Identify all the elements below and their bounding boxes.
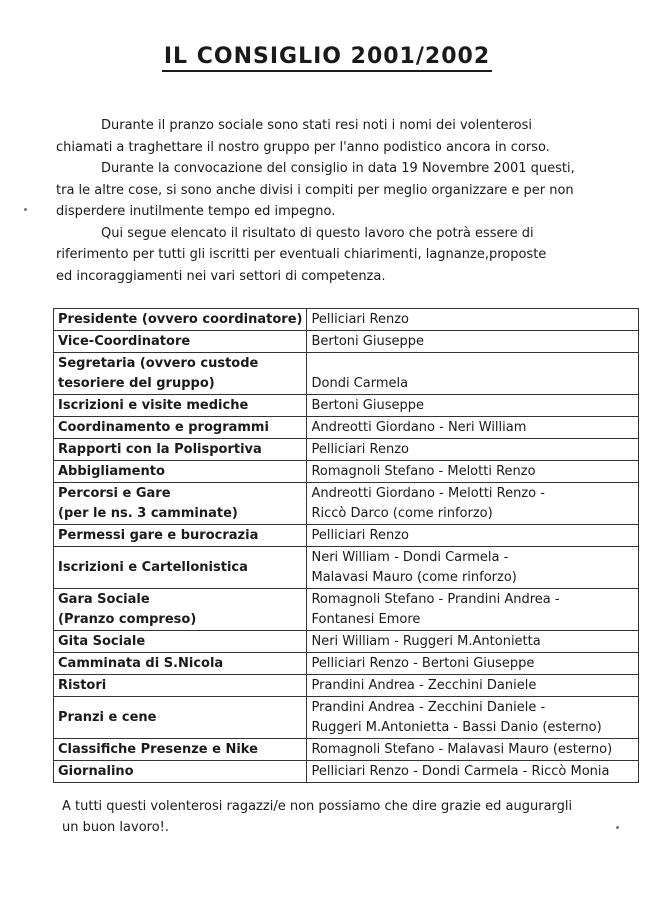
intro-line: Durante il pranzo sociale sono stati resi noti i nomi dei volenterosi — [101, 118, 532, 133]
role-text: (per le ns. 3 camminate) — [58, 506, 238, 521]
role-text: Rapporti con la Polisportiva — [58, 442, 262, 457]
names-text: Pelliciari Renzo - Bertoni Giuseppe — [311, 656, 535, 671]
names-text: Prandini Andrea - Zecchini Daniele - — [311, 700, 546, 715]
role-cell — [54, 547, 307, 589]
names-cell — [307, 761, 639, 783]
role-row — [54, 675, 639, 697]
intro-line: ed incoraggiamenti nei vari settori di competenza. — [56, 268, 386, 284]
intro-line: tra le altre cose, si sono anche divisi i compiti per meglio organizzare e per non — [56, 182, 574, 198]
intro-paragraphs — [56, 115, 616, 287]
names-cell — [307, 675, 639, 697]
closing-paragraph — [62, 796, 622, 838]
role-cell — [54, 761, 307, 783]
role-row — [54, 653, 639, 675]
role-text: Presidente (ovvero coordinatore) — [58, 312, 303, 327]
names-text: Riccò Darco (come rinforzo) — [311, 506, 493, 521]
names-cell — [307, 547, 639, 589]
role-text: Giornalino — [58, 764, 134, 779]
role-cell — [54, 353, 307, 395]
role-text: (Pranzo compreso) — [58, 612, 197, 627]
role-cell — [54, 439, 307, 461]
closing-line: un buon lavoro!. — [62, 820, 170, 835]
scan-speck — [616, 826, 619, 829]
names-text: Neri William - Ruggeri M.Antonietta — [311, 634, 541, 649]
names-text: Andreotti Giordano - Melotti Renzo - — [311, 486, 545, 501]
intro-line: Durante la convocazione del consiglio in data 19 Novembre 2001 questi, — [101, 161, 575, 176]
names-cell — [307, 739, 639, 761]
role-cell — [54, 483, 307, 525]
names-cell — [307, 631, 639, 653]
closing-line: A tutti questi volenterosi ragazzi/e non possiamo che dire grazie ed augurargli — [62, 799, 573, 814]
names-text: Pelliciari Renzo — [311, 312, 409, 327]
role-row — [54, 631, 639, 653]
names-cell — [307, 395, 639, 417]
role-cell — [54, 739, 307, 761]
names-cell — [307, 331, 639, 353]
role-row — [54, 417, 639, 439]
names-cell — [307, 483, 639, 525]
role-row — [54, 439, 639, 461]
names-text: Pelliciari Renzo - Dondi Carmela - Riccò Monia — [311, 764, 610, 779]
role-row — [54, 547, 639, 589]
names-cell — [307, 461, 639, 483]
names-cell — [307, 309, 639, 331]
role-text: Abbigliamento — [58, 464, 165, 479]
role-text: Gita Sociale — [58, 634, 146, 649]
intro-line: Qui segue elencato il risultato di questo lavoro che potrà essere di — [101, 225, 534, 241]
names-text: Pelliciari Renzo — [311, 442, 409, 457]
names-text: Pelliciari Renzo — [311, 528, 409, 543]
names-text: Dondi Carmela — [311, 376, 409, 391]
role-cell — [54, 675, 307, 697]
intro-line: disperdere inutilmente tempo ed impegno. — [56, 204, 336, 219]
role-text: Vice-Coordinatore — [58, 334, 191, 349]
role-row — [54, 331, 639, 353]
role-row — [54, 309, 639, 331]
names-text: Ruggeri M.Antonietta - Bassi Danio (esterno) — [311, 720, 602, 735]
document-title — [0, 44, 654, 69]
role-cell — [54, 525, 307, 547]
names-text: Malavasi Mauro (come rinforzo) — [311, 570, 517, 585]
role-row — [54, 353, 639, 395]
names-cell — [307, 353, 639, 395]
role-text: Ristori — [58, 678, 107, 693]
names-cell — [307, 697, 639, 739]
role-row — [54, 525, 639, 547]
role-cell — [54, 461, 307, 483]
role-text: Percorsi e Gare — [58, 486, 171, 501]
role-cell — [54, 631, 307, 653]
names-text: Bertoni Giuseppe — [311, 398, 424, 413]
names-cell — [307, 653, 639, 675]
names-text: Romagnoli Stefano - Prandini Andrea - — [311, 592, 560, 607]
role-text: Coordinamento e programmi — [58, 420, 269, 435]
role-row — [54, 461, 639, 483]
role-row — [54, 589, 639, 631]
role-cell — [54, 589, 307, 631]
names-text: Romagnoli Stefano - Malavasi Mauro (esterno) — [311, 742, 613, 757]
role-cell — [54, 697, 307, 739]
names-cell — [307, 525, 639, 547]
role-cell — [54, 331, 307, 353]
intro-line: riferimento per tutti gli iscritti per eventuali chiarimenti, lagnanze,proposte — [56, 247, 547, 262]
role-text: Segretaria (ovvero custode — [58, 356, 259, 371]
names-text: Neri William - Dondi Carmela - — [311, 550, 509, 565]
roles-table — [53, 308, 639, 783]
role-text: Camminata di S.Nicola — [58, 656, 224, 671]
role-text: Gara Sociale — [58, 592, 150, 607]
role-cell — [54, 417, 307, 439]
names-text: Andreotti Giordano - Neri William — [311, 420, 527, 435]
document-title-text: IL CONSIGLIO 2001/2002 — [162, 44, 492, 72]
names-text: Fontanesi Emore — [311, 612, 421, 627]
role-cell — [54, 309, 307, 331]
roles-table-body — [54, 309, 639, 783]
names-cell — [307, 589, 639, 631]
role-row — [54, 739, 639, 761]
role-row — [54, 483, 639, 525]
role-cell — [54, 395, 307, 417]
role-text: Iscrizioni e visite mediche — [58, 398, 249, 413]
role-text: tesoriere del gruppo) — [58, 376, 215, 391]
role-text: Permessi gare e burocrazia — [58, 528, 259, 543]
role-row — [54, 395, 639, 417]
names-text: Bertoni Giuseppe — [311, 334, 424, 349]
names-text: Romagnoli Stefano - Melotti Renzo — [311, 464, 536, 479]
role-text: Classifiche Presenze e Nike — [58, 742, 258, 757]
role-row — [54, 697, 639, 739]
intro-line: chiamati a traghettare il nostro gruppo per l'anno podistico ancora in corso. — [56, 139, 550, 155]
role-text: Iscrizioni e Cartellonistica — [58, 560, 248, 575]
names-cell — [307, 439, 639, 461]
names-cell — [307, 417, 639, 439]
names-text: Prandini Andrea - Zecchini Daniele — [311, 678, 537, 693]
role-row — [54, 761, 639, 783]
role-cell — [54, 653, 307, 675]
scan-speck — [24, 208, 27, 211]
role-text: Pranzi e cene — [58, 710, 157, 725]
